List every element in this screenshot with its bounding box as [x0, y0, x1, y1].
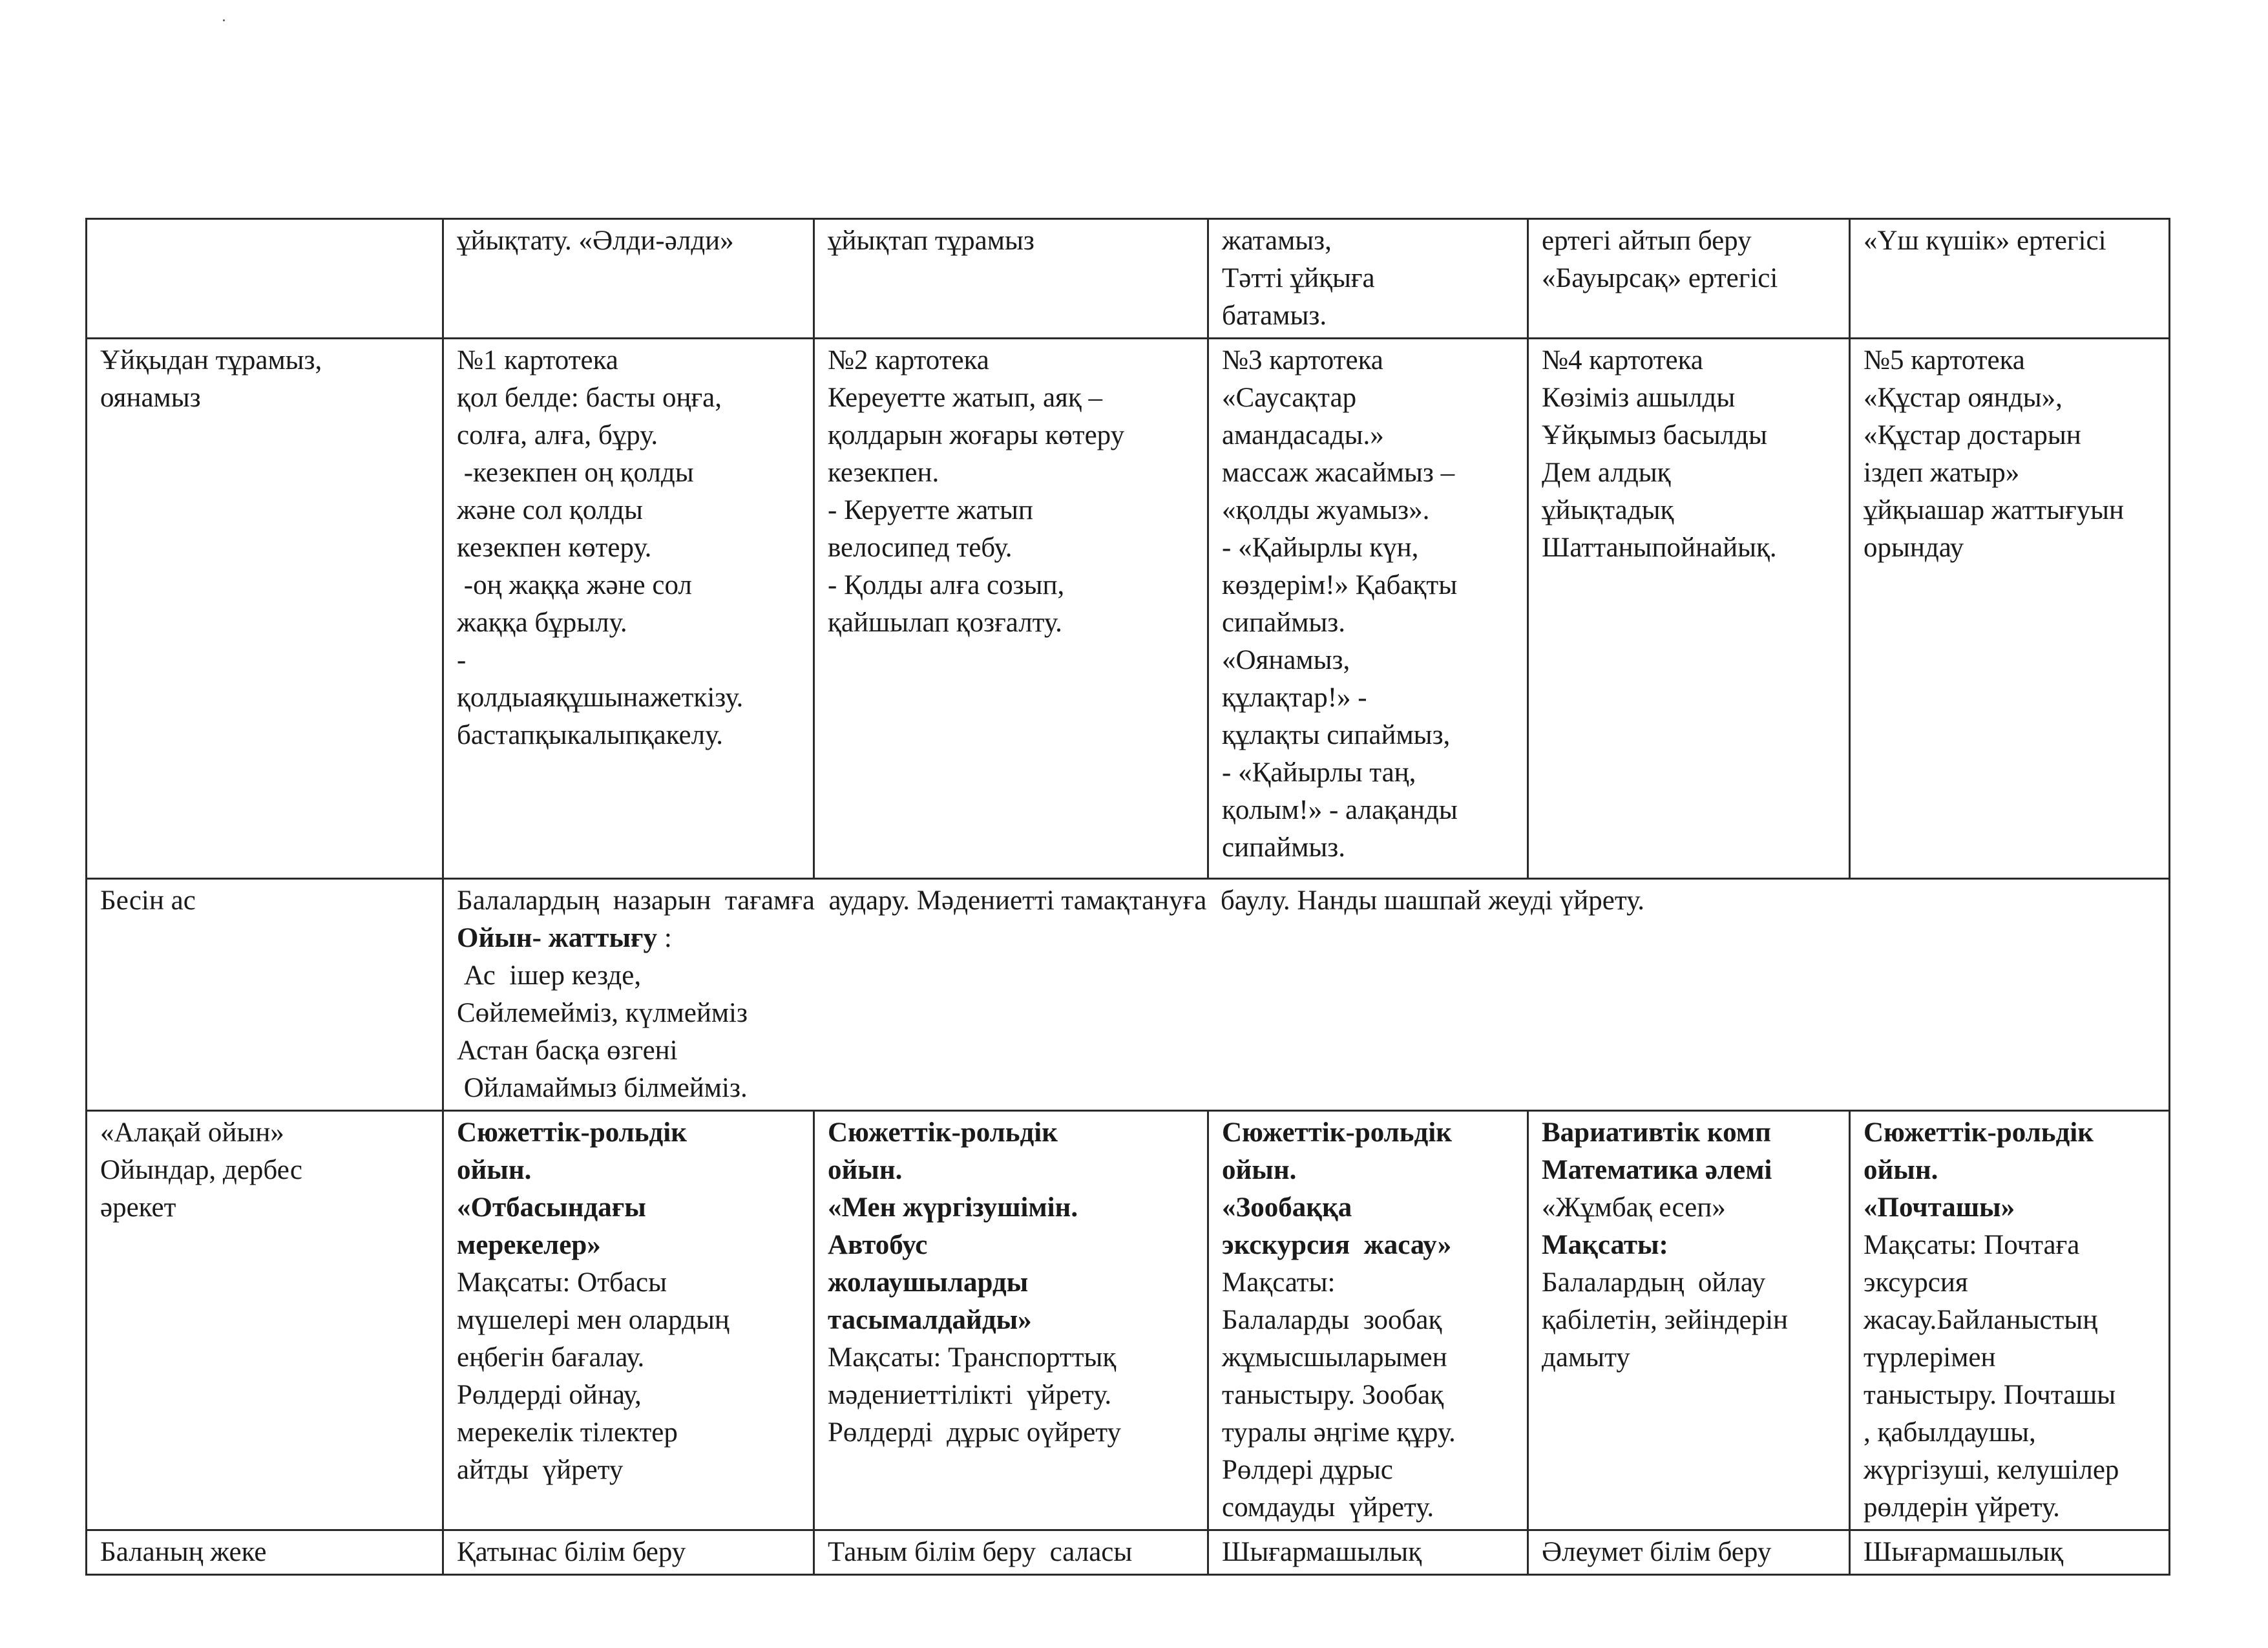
snack-content: Балалардың назарын тағамға аудару. Мәдениетті тамақтануға баулу. Нанды шашпай жеуді үйрету. Ойын- жаттығу : Ас ішер кезде, Сөйлемейміз, күлмейміз Астан басқа өзгені Ойламаймыз білмейміз. [443, 879, 2170, 1111]
sleep-cell-2: ұйықтап тұрамыз [814, 219, 1208, 339]
individual-cell-3: Шығармашылық [1208, 1530, 1528, 1575]
wakeup-cell-5: №5 картотека «Құстар оянды», «Құстар достарын іздеп жатыр» ұйқыашар жаттығуын орындау [1850, 339, 2170, 879]
individual-cell-4: Әлеумет білім беру [1528, 1530, 1850, 1575]
sleep-cell-1: ұйықтату. «Әлди-әлди» [443, 219, 814, 339]
wakeup-cell-4: №4 картотека Көзіміз ашылды Ұйқымыз басылды Дем алдық ұйықтадық Шаттаныпойнайық. [1528, 339, 1850, 879]
wakeup-cell-3: №3 картотека «Саусақтар амандасады.» массаж жасаймыз – «қолды жуамыз». - «Қайырлы күн, көздерім!» Қабақты сипаймыз. «Оянамыз, құлақтар!» - құлақты сипаймыз, - «Қайырлы таң, қолым!» - алақанды сипаймыз. [1208, 339, 1528, 879]
row-label-wakeup: Ұйқыдан тұрамыз, оянамыз [87, 339, 443, 879]
row-label-games: «Алақай ойын» Ойындар, дербес әрекет [87, 1111, 443, 1530]
table-row-sleep [87, 219, 2170, 339]
individual-cell-5: Шығармашылық [1850, 1530, 2170, 1575]
row-label-individual: Баланың жеке [87, 1530, 443, 1575]
scan-speck [223, 19, 225, 21]
games-cell-1: Сюжеттік-рольдік ойын. «Отбасындағы мерекелер» Мақсаты: Отбасы мүшелері мен олардың еңбегін бағалау. Рөлдерді ойнау, мерекелік тілектер айтды үйрету [443, 1111, 814, 1530]
row-label-sleep [87, 219, 443, 339]
games-cell-3: Сюжеттік-рольдік ойын. «Зообаққа экскурсия жасау» Мақсаты: Балаларды зообақ жұмысшыларымен таныстыру. Зообақ туралы әңгіме құру. Рөлдері дұрыс сомдауды үйрету. [1208, 1111, 1528, 1530]
wakeup-cell-1: №1 картотека қол белде: басты оңға, солға, алға, бұру. -кезекпен оң қолды және сол қолды кезекпен көтеру. -оң жаққа және сол жаққа бұрылу. - қолдыаяқұшынажеткізу. бастапқыкалыпқакелу. [443, 339, 814, 879]
daily-plan-table [85, 218, 2170, 1576]
wakeup-cell-2: №2 картотека Кереуетте жатып, аяқ – қолдарын жоғары көтеру кезекпен. - Керуетте жатып велосипед тебу. - Қолды алға созып, қайшылап қозғалту. [814, 339, 1208, 879]
sleep-cell-4: ертегі айтып беру «Бауырсақ» ертегісі [1528, 219, 1850, 339]
table-row-snack [87, 879, 2170, 1111]
sleep-cell-3: жатамыз, Тәтті ұйқыға батамыз. [1208, 219, 1528, 339]
individual-cell-1: Қатынас білім беру [443, 1530, 814, 1575]
table-row-games [87, 1111, 2170, 1530]
snack-game-line: Ойын- жаттығу : [457, 923, 672, 953]
table-row-wakeup [87, 339, 2170, 879]
table-row-individual [87, 1530, 2170, 1575]
individual-cell-2: Таным білім беру саласы [814, 1530, 1208, 1575]
row-label-snack: Бесін ас [87, 879, 443, 1111]
games-cell-2: Сюжеттік-рольдік ойын. «Мен жүргізушімін. Автобус жолаушыларды тасымалдайды» Мақсаты: Транспорттық мәдениеттілікті үйрету. Рөлдерді дұрыс оүйрету [814, 1111, 1208, 1530]
games-cell-5: Сюжеттік-рольдік ойын. «Почташы» Мақсаты: Почтаға эксурсия жасау.Байланыстың түрлерімен таныстыру. Почташы , қабылдаушы, жүргізуші, келушілер рөлдерін үйрету. [1850, 1111, 2170, 1530]
sleep-cell-5: «Үш күшік» ертегісі [1850, 219, 2170, 339]
games-cell-4: Вариативтік комп Математика әлемі «Жұмбақ есеп» Мақсаты: Балалардың ойлау қабілетін, зейіндерін дамыту [1528, 1111, 1850, 1530]
